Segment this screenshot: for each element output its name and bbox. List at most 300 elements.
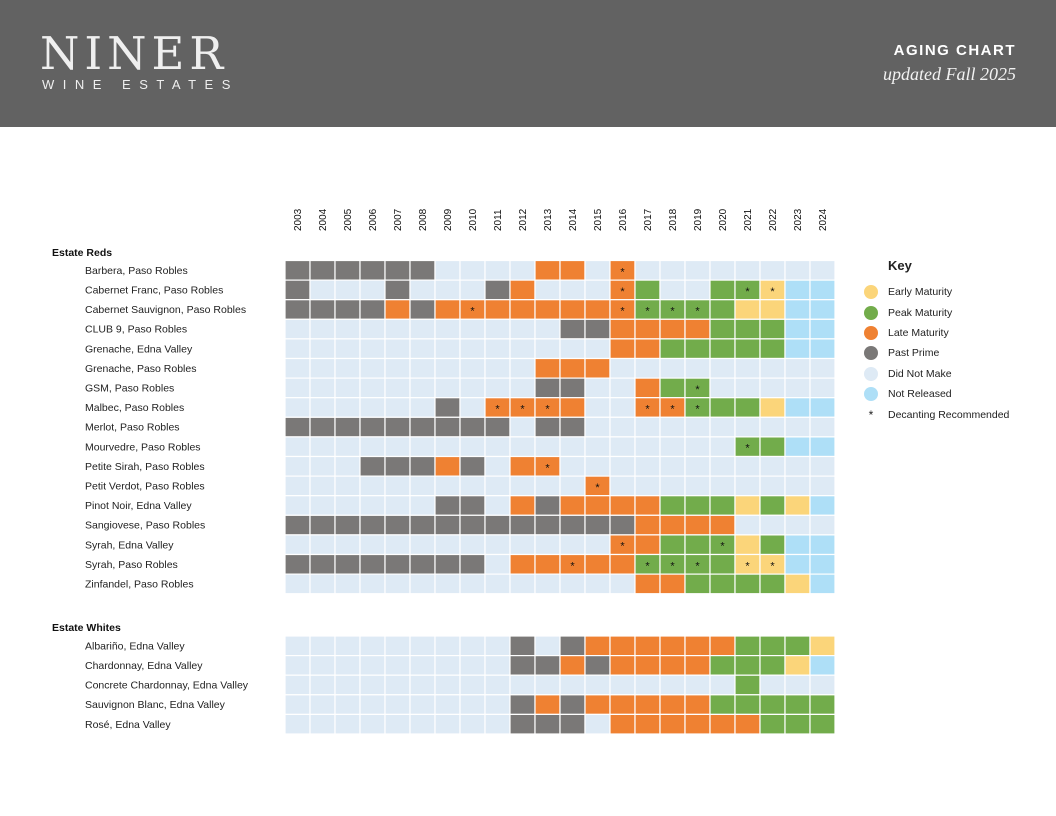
heatmap-cell: [785, 359, 810, 379]
heatmap-cell: [485, 515, 510, 535]
heatmap-cell: [560, 280, 585, 300]
heatmap-cell: [535, 656, 560, 676]
heatmap-cell: [485, 437, 510, 457]
heatmap-cell: [535, 636, 560, 656]
heatmap-cell: [435, 398, 460, 418]
heatmap-cell: [710, 417, 735, 437]
heatmap-cell: [335, 496, 360, 516]
heatmap-cell: [610, 574, 635, 594]
heatmap-cell: [710, 675, 735, 695]
heatmap-cell: [460, 457, 485, 477]
heatmap-cell: [285, 496, 310, 516]
heatmap-cell: [735, 714, 760, 734]
legend-item-early-maturity: [864, 282, 1009, 302]
heatmap-cell: [685, 437, 710, 457]
decant-marker: *: [745, 560, 750, 573]
heatmap-cell: [410, 535, 435, 555]
heatmap-cell: [385, 300, 410, 320]
heatmap-cell: [485, 476, 510, 496]
heatmap-cell: [810, 476, 835, 496]
heatmap-cell: [310, 398, 335, 418]
heatmap-cell: [685, 636, 710, 656]
heatmap-cell: [660, 636, 685, 656]
heatmap-cell: [460, 339, 485, 359]
heatmap-cell: [510, 280, 535, 300]
heatmap-cell: [485, 555, 510, 575]
heatmap-cell: [385, 378, 410, 398]
heatmap-cell: [585, 714, 610, 734]
heatmap-cell: [360, 695, 385, 715]
heatmap-cell: [660, 261, 685, 281]
heatmap-cell: [310, 535, 335, 555]
heatmap-cell: [335, 319, 360, 339]
heatmap-cell: [335, 714, 360, 734]
heatmap-cell: [810, 300, 835, 320]
heatmap-cell: [810, 714, 835, 734]
heatmap-cell: [460, 417, 485, 437]
heatmap-cell: [335, 515, 360, 535]
heatmap-cell: [610, 378, 635, 398]
heatmap-cell: [810, 280, 835, 300]
heatmap-cell: [360, 656, 385, 676]
heatmap-cell: [810, 535, 835, 555]
heatmap-cell: [735, 300, 760, 320]
wine-label: Albariño, Edna Valley: [85, 640, 185, 653]
heatmap-cell: [535, 515, 560, 535]
heatmap-cell: [510, 535, 535, 555]
heatmap-cell: [385, 476, 410, 496]
heatmap-cell: [610, 457, 635, 477]
heatmap-cell: [385, 280, 410, 300]
wine-label: Cabernet Sauvignon, Paso Robles: [85, 304, 247, 317]
heatmap-cell: [310, 359, 335, 379]
wine-label: Concrete Chardonnay, Edna Valley: [85, 679, 249, 692]
heatmap-cell: [760, 359, 785, 379]
heatmap-cell: [360, 339, 385, 359]
heatmap-cell: [560, 437, 585, 457]
heatmap-cell: [710, 339, 735, 359]
heatmap-cell: [410, 261, 435, 281]
heatmap-cell: [785, 515, 810, 535]
heatmap-cell: [335, 378, 360, 398]
wine-label: Grenache, Edna Valley: [85, 343, 193, 356]
heatmap-cell: [810, 695, 835, 715]
heatmap-cell: [335, 261, 360, 281]
wine-label: CLUB 9, Paso Robles: [85, 323, 188, 336]
heatmap-cell: [735, 695, 760, 715]
heatmap-cell: [560, 636, 585, 656]
heatmap-cell: [735, 675, 760, 695]
year-label: 2016: [618, 208, 629, 231]
wine-label: Syrah, Paso Robles: [85, 558, 178, 571]
decant-marker: *: [570, 560, 575, 573]
heatmap-cell: [360, 280, 385, 300]
heatmap-cell: [360, 496, 385, 516]
early-maturity-swatch: [864, 285, 878, 299]
heatmap-cell: [560, 496, 585, 516]
heatmap-cell: [535, 496, 560, 516]
heatmap-cell: [585, 515, 610, 535]
decant-marker: *: [720, 540, 725, 553]
heatmap-cell: [585, 636, 610, 656]
heatmap-cell: [560, 457, 585, 477]
heatmap-cell: [785, 437, 810, 457]
heatmap-cell: [285, 437, 310, 457]
heatmap-cell: [535, 339, 560, 359]
heatmap-cell: [310, 378, 335, 398]
did-not-make-swatch: [864, 367, 878, 381]
heatmap-cell: [710, 261, 735, 281]
legend-label: Early Maturity: [888, 286, 953, 299]
heatmap-cell: [610, 319, 635, 339]
heatmap-cell: [560, 398, 585, 418]
heatmap-cell: [760, 496, 785, 516]
heatmap-cell: [610, 714, 635, 734]
heatmap-cell: [510, 636, 535, 656]
heatmap-cell: [610, 359, 635, 379]
heatmap-cell: [385, 398, 410, 418]
heatmap-cell: [410, 656, 435, 676]
decant-marker: *: [745, 285, 750, 298]
heatmap-cell: [535, 437, 560, 457]
heatmap-cell: [710, 695, 735, 715]
heatmap-cell: [310, 555, 335, 575]
brand-name: NINER: [40, 27, 229, 80]
decant-marker: *: [695, 560, 700, 573]
heatmap-cell: [510, 574, 535, 594]
heatmap-cell: [285, 515, 310, 535]
heatmap-cell: [485, 496, 510, 516]
heatmap-cell: [285, 280, 310, 300]
brand-subtitle: WINE ESTATES: [42, 77, 239, 92]
heatmap-cell: [760, 300, 785, 320]
decant-marker: *: [620, 305, 625, 318]
heatmap-cell: [735, 574, 760, 594]
heatmap-cell: [485, 261, 510, 281]
heatmap-cell: [510, 359, 535, 379]
heatmap-cell: [660, 437, 685, 457]
heatmap-cell: [735, 339, 760, 359]
heatmap-cell: [535, 300, 560, 320]
heatmap-cell: [285, 714, 310, 734]
heatmap-cell: [560, 695, 585, 715]
decant-marker: *: [670, 403, 675, 416]
heatmap-cell: [560, 656, 585, 676]
past-prime-swatch: [864, 346, 878, 360]
heatmap-cell: [760, 398, 785, 418]
heatmap-cell: [310, 695, 335, 715]
chart-title: AGING CHART: [893, 42, 1016, 59]
heatmap-cell: [385, 261, 410, 281]
heatmap-cell: [285, 636, 310, 656]
heatmap-cell: [560, 675, 585, 695]
decant-marker: *: [545, 462, 550, 475]
heatmap-cell: [360, 359, 385, 379]
heatmap-cell: [660, 515, 685, 535]
wine-label: Syrah, Edna Valley: [85, 539, 174, 552]
heatmap-cell: [310, 496, 335, 516]
heatmap-cell: [660, 359, 685, 379]
heatmap-cell: [385, 555, 410, 575]
heatmap-cell: [460, 555, 485, 575]
wine-label: Barbera, Paso Robles: [85, 264, 188, 277]
heatmap-cell: [285, 535, 310, 555]
heatmap-cell: [735, 319, 760, 339]
heatmap-cell: [285, 339, 310, 359]
heatmap-cell: [410, 280, 435, 300]
decant-marker: *: [670, 305, 675, 318]
heatmap-cell: [735, 359, 760, 379]
heatmap-cell: [610, 398, 635, 418]
heatmap-cell: [560, 574, 585, 594]
heatmap-cell: [635, 515, 660, 535]
heatmap-cell: [635, 695, 660, 715]
decant-marker: *: [645, 560, 650, 573]
heatmap-cell: [360, 535, 385, 555]
heatmap-cell: [335, 675, 360, 695]
heatmap-cell: [460, 656, 485, 676]
heatmap-cell: [485, 675, 510, 695]
legend-label: Peak Maturity: [888, 306, 953, 319]
heatmap-cell: [310, 339, 335, 359]
heatmap-cell: [610, 437, 635, 457]
heatmap-cell: [635, 476, 660, 496]
heatmap-cell: [685, 319, 710, 339]
heatmap-cell: [610, 695, 635, 715]
heatmap-cell: [535, 714, 560, 734]
heatmap-cell: [585, 675, 610, 695]
heatmap-cell: [785, 300, 810, 320]
heatmap-cell: [810, 319, 835, 339]
heatmap-cell: [785, 535, 810, 555]
heatmap-cell: [510, 417, 535, 437]
heatmap-cell: [610, 339, 635, 359]
heatmap-cell: [385, 359, 410, 379]
heatmap-cell: [310, 476, 335, 496]
heatmap-cell: [585, 555, 610, 575]
heatmap-cell: [810, 359, 835, 379]
heatmap-cell: [585, 359, 610, 379]
heatmap-cell: [510, 339, 535, 359]
heatmap-cell: [410, 636, 435, 656]
heatmap-cell: [435, 496, 460, 516]
heatmap-cell: [410, 339, 435, 359]
heatmap-cell: [360, 300, 385, 320]
heatmap-cell: [610, 476, 635, 496]
heatmap-cell: [710, 476, 735, 496]
heatmap-cell: [760, 574, 785, 594]
year-label: 2005: [343, 208, 354, 231]
heatmap-cell: [510, 496, 535, 516]
heatmap-cell: [285, 261, 310, 281]
heatmap-cell: [360, 515, 385, 535]
legend-label: Did Not Make: [888, 367, 952, 380]
heatmap-cell: [460, 319, 485, 339]
heatmap-cell: [660, 656, 685, 676]
heatmap-cell: [335, 695, 360, 715]
heatmap-cell: [410, 417, 435, 437]
heatmap-cell: [510, 261, 535, 281]
heatmap-cell: [785, 714, 810, 734]
heatmap-cell: [785, 636, 810, 656]
heatmap-cell: [435, 535, 460, 555]
heatmap-cell: [785, 476, 810, 496]
heatmap-cell: [310, 261, 335, 281]
wine-label: Pinot Noir, Edna Valley: [85, 500, 192, 513]
heatmap-cell: [610, 555, 635, 575]
heatmap-cell: [285, 300, 310, 320]
heatmap-cell: [785, 555, 810, 575]
heatmap-cell: [710, 714, 735, 734]
year-label: 2020: [718, 208, 729, 231]
heatmap-cell: [385, 457, 410, 477]
heatmap-cell: [510, 300, 535, 320]
heatmap-cell: [810, 378, 835, 398]
heatmap-cell: [585, 319, 610, 339]
year-label: 2012: [518, 208, 529, 231]
heatmap-cell: [810, 636, 835, 656]
legend-item-decanting: [864, 404, 1009, 424]
heatmap-cell: [335, 280, 360, 300]
heatmap-cell: [435, 476, 460, 496]
year-label: 2004: [318, 208, 329, 231]
heatmap-cell: [435, 378, 460, 398]
heatmap-cell: [660, 280, 685, 300]
year-label: 2011: [493, 209, 504, 231]
heatmap-cell: [660, 339, 685, 359]
heatmap-cell: [485, 535, 510, 555]
heatmap-cell: [685, 714, 710, 734]
chart-updated: updated Fall 2025: [883, 64, 1016, 84]
heatmap-cell: [410, 574, 435, 594]
decant-marker: *: [620, 266, 625, 279]
year-label: 2015: [593, 208, 604, 231]
heatmap-cell: [510, 437, 535, 457]
heatmap-cell: [560, 339, 585, 359]
heatmap-cell: [585, 398, 610, 418]
heatmap-cell: [335, 535, 360, 555]
heatmap-cell: [535, 555, 560, 575]
heatmap-cell: [285, 476, 310, 496]
legend-item-not-released: [864, 384, 1009, 404]
heatmap-cell: [460, 496, 485, 516]
heatmap-cell: [385, 636, 410, 656]
heatmap-cell: [760, 515, 785, 535]
heatmap-cell: [310, 656, 335, 676]
heatmap-cell: [585, 300, 610, 320]
heatmap-cell: [560, 319, 585, 339]
heatmap-cell: [760, 319, 785, 339]
heatmap-cell: [585, 695, 610, 715]
heatmap-cell: [385, 714, 410, 734]
heatmap-cell: [635, 574, 660, 594]
heatmap-cell: [585, 656, 610, 676]
heatmap-cell: [410, 476, 435, 496]
heatmap-cell: [735, 656, 760, 676]
heatmap-cell: [410, 555, 435, 575]
wine-label: Zinfandel, Paso Robles: [85, 578, 194, 591]
heatmap-cell: [810, 339, 835, 359]
heatmap-cell: [360, 675, 385, 695]
decant-marker: *: [620, 285, 625, 298]
heatmap-cell: [460, 714, 485, 734]
heatmap-cell: [360, 457, 385, 477]
heatmap-cell: [560, 300, 585, 320]
heatmap-cell: [585, 280, 610, 300]
heatmap-cell: [435, 574, 460, 594]
year-label: 2010: [468, 208, 479, 231]
heatmap-cell: [735, 496, 760, 516]
heatmap-cell: [810, 398, 835, 418]
heatmap-cell: [385, 695, 410, 715]
heatmap-cell: [410, 378, 435, 398]
year-label: 2013: [543, 208, 554, 231]
heatmap-cell: [710, 574, 735, 594]
heatmap-cell: [610, 496, 635, 516]
heatmap-cell: [810, 555, 835, 575]
year-label: 2007: [393, 208, 404, 231]
heatmap-cell: [660, 378, 685, 398]
heatmap-cell: [510, 476, 535, 496]
heatmap-cell: [535, 695, 560, 715]
heatmap-cell: [385, 319, 410, 339]
heatmap-cell: [410, 675, 435, 695]
heatmap-cell: [535, 261, 560, 281]
heatmap-cell: [385, 535, 410, 555]
heatmap-cell: [785, 496, 810, 516]
heatmap-cell: [585, 378, 610, 398]
heatmap-cell: [710, 457, 735, 477]
heatmap-cell: [460, 535, 485, 555]
legend-label: Decanting Recommended: [888, 408, 1010, 421]
heatmap-cell: [610, 515, 635, 535]
heatmap-cell: [685, 359, 710, 379]
heatmap-cell: [435, 656, 460, 676]
year-label: 2003: [293, 208, 304, 231]
heatmap-cell: [360, 555, 385, 575]
decant-marker: *: [620, 540, 625, 553]
heatmap-cell: [310, 515, 335, 535]
heatmap-cell: [760, 675, 785, 695]
heatmap-cell: [310, 574, 335, 594]
heatmap-cell: [510, 695, 535, 715]
heatmap-cell: [410, 457, 435, 477]
heatmap-cell: [385, 656, 410, 676]
heatmap-cell: [585, 261, 610, 281]
heatmap-cell: [485, 636, 510, 656]
heatmap-cell: [760, 339, 785, 359]
heatmap-cell: [810, 515, 835, 535]
heatmap-cell: [710, 300, 735, 320]
heatmap-cell: [410, 319, 435, 339]
year-label: 2023: [793, 208, 804, 231]
heatmap-cell: [385, 417, 410, 437]
heatmap-cell: [310, 300, 335, 320]
heatmap-cell: [660, 714, 685, 734]
not-released-swatch: [864, 387, 878, 401]
heatmap-cell: [735, 261, 760, 281]
heatmap-cell: [485, 656, 510, 676]
heatmap-cell: [785, 574, 810, 594]
heatmap-cell: [510, 319, 535, 339]
heatmap-cell: [785, 319, 810, 339]
heatmap-cell: [710, 515, 735, 535]
heatmap-cell: [510, 457, 535, 477]
heatmap-cell: [760, 378, 785, 398]
heatmap-cell: [685, 457, 710, 477]
heatmap-cell: [360, 378, 385, 398]
heatmap-cell: [485, 695, 510, 715]
